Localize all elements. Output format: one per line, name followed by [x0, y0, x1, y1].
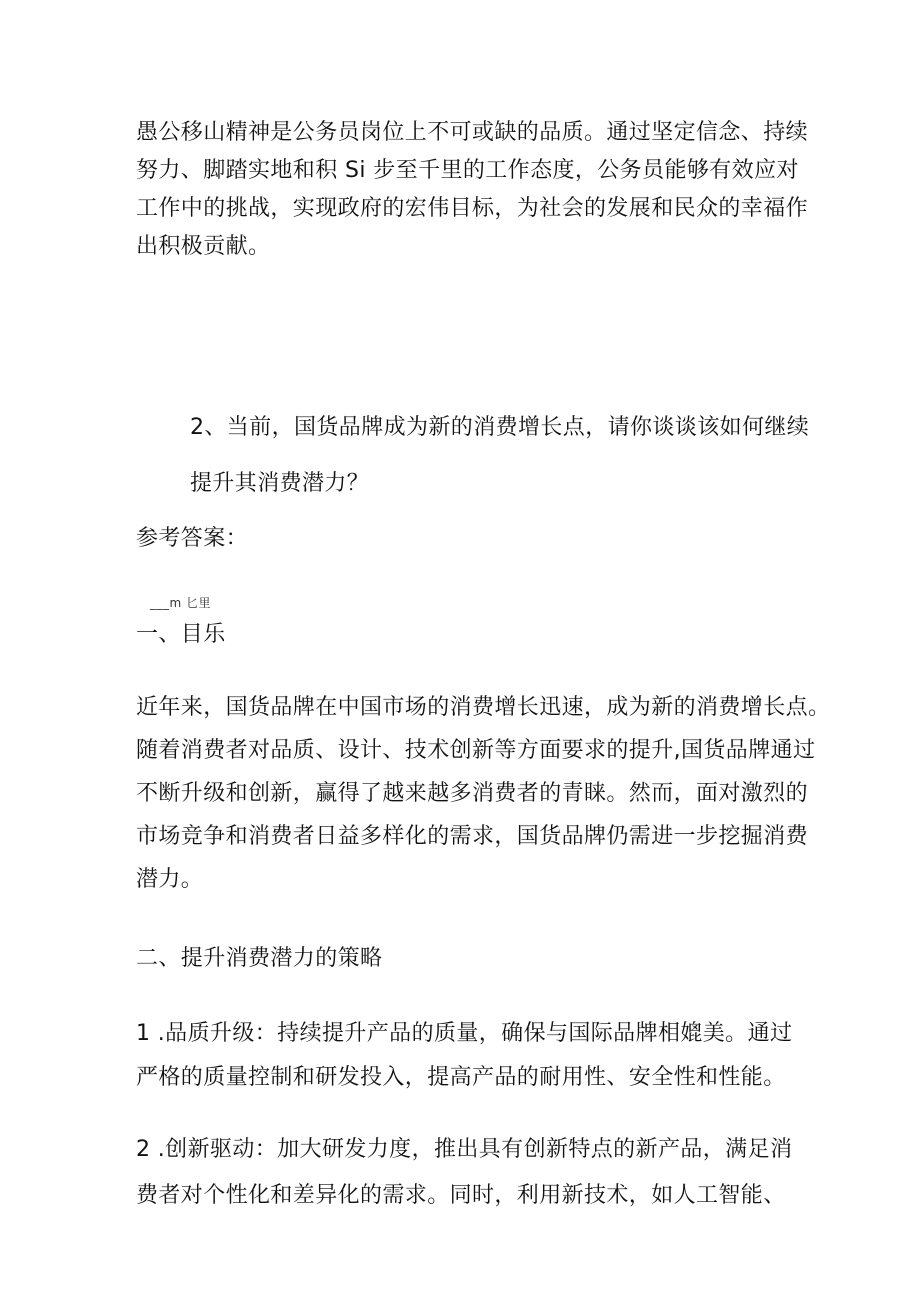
text-line: 潜力。 — [136, 867, 204, 892]
section1-paragraph — [136, 686, 831, 901]
text-line: 出积极贡献。 — [136, 234, 271, 259]
question-paragraph — [190, 400, 810, 512]
strategy-item-1 — [136, 1012, 796, 1100]
small-note: ___m 匕里 — [150, 596, 212, 610]
text-line: 提升其消费潜力？ — [190, 471, 370, 496]
text-line: 1 .品质升级：持续提升产品的质量，确保与国际品牌相媲美。通过 — [136, 1021, 793, 1046]
text-line: 费者对个性化和差异化的需求。同时，利用新技术，如人工智能、 — [136, 1183, 786, 1208]
text-line: 2、当前，国货品牌成为新的消费增长点，请你谈谈该如何继续 — [190, 415, 810, 440]
text-line: 2 .创新驱动：加大研发力度，推出具有创新特点的新产品，满足消 — [136, 1137, 793, 1162]
text-line: 严格的质量控制和研发投入，提高产品的耐用性、安全性和性能。 — [136, 1065, 786, 1090]
text-line: 努力、脚踏实地和积 Si 步至千里的工作态度，公务员能够有效应对 — [136, 158, 799, 183]
strategy-item-2 — [136, 1127, 796, 1219]
text-line: 市场竞争和消费者日益多样化的需求，国货品牌仍需进一步挖掘消费 — [136, 824, 809, 849]
section2-heading: 二、提升消费潜力的策略 — [136, 946, 383, 971]
text-line: 工作中的挑战，实现政府的宏伟目标，为社会的发展和民众的幸福作 — [136, 196, 809, 221]
text-line: 随着消费者对品质、设计、技术创新等方面要求的提升,国货品牌通过 — [136, 738, 816, 763]
text-line: 近年来，国货品牌在中国市场的消费增长迅速，成为新的消费增长点。 — [136, 695, 831, 720]
intro-paragraph — [136, 114, 809, 266]
answer-label: 参考答案： — [136, 526, 249, 551]
text-line: 愚公移山精神是公务员岗位上不可或缺的品质。通过坚定信念、持续 — [136, 120, 809, 145]
section1-heading: 一、目乐 — [136, 622, 226, 647]
text-line: 不断升级和创新，赢得了越来越多消费者的青睐。然而，面对激烈的 — [136, 781, 809, 806]
